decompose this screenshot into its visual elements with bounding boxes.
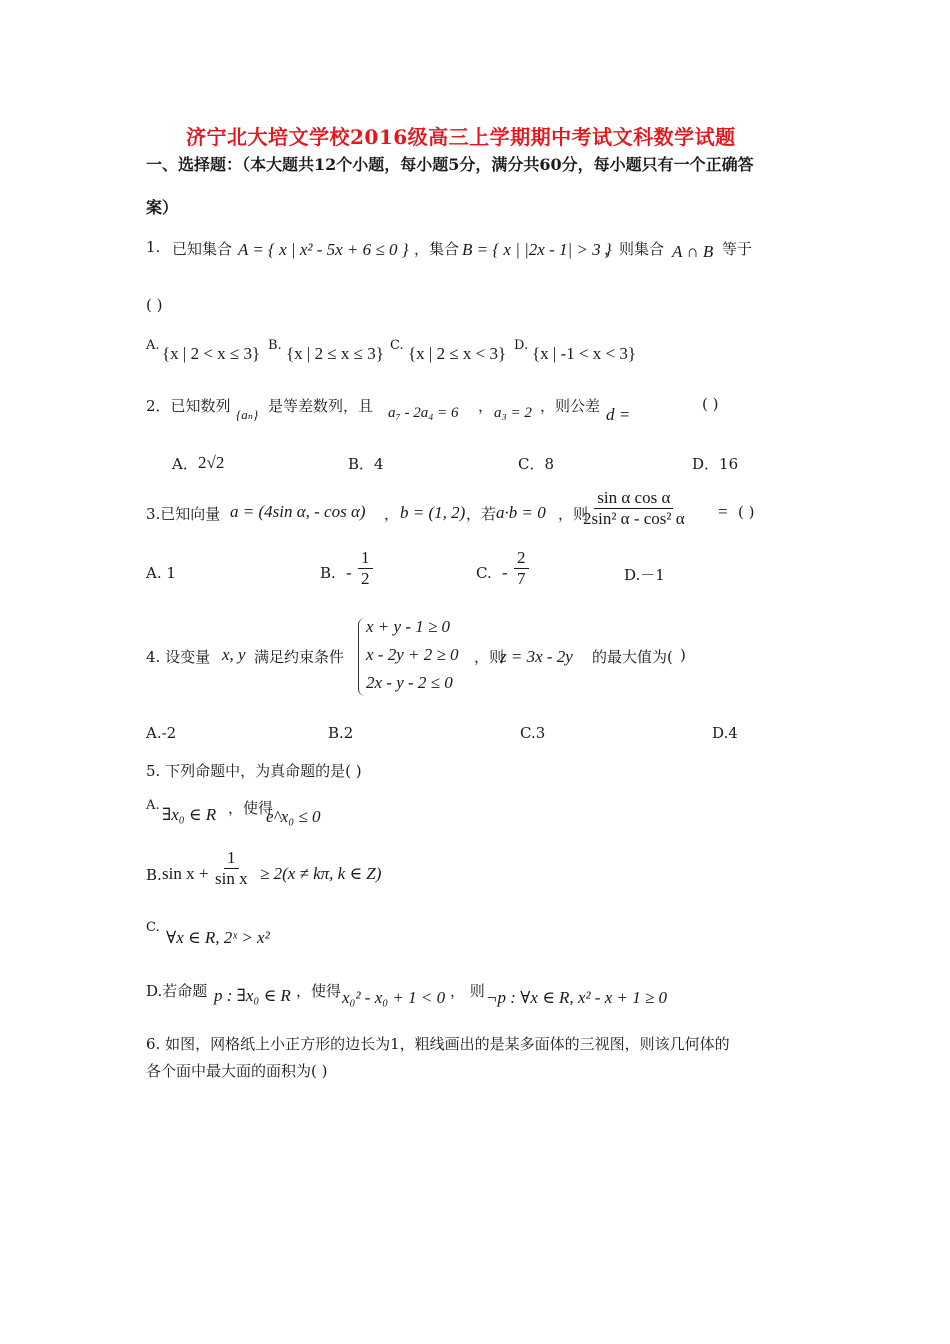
- q4-option-d: D.4: [712, 724, 738, 742]
- q4-constraint-brace: [358, 618, 365, 696]
- q3-equals: =: [718, 502, 728, 521]
- q5-option-b-post: ≥ 2(x ≠ kπ, k ∈ Z): [260, 864, 382, 883]
- q3-option-c-label: C.: [476, 564, 492, 582]
- q5-option-d-text: ，使得: [296, 982, 342, 1000]
- q3-option-a: A. 1: [146, 564, 176, 582]
- q5-option-c-math: ∀x ∈ R, 2ˣ > x²: [166, 928, 270, 947]
- q1-tail: 等于: [722, 240, 753, 258]
- q3-answer-blank: ( ): [738, 503, 755, 521]
- q5-option-a-math: ∃x₀ ∈ R: [162, 805, 217, 824]
- q3-dot-product: a·b = 0: [496, 503, 546, 522]
- q4-constraint-2: x - 2y + 2 ≥ 0: [366, 645, 459, 664]
- q6-line-1: 6. 如图，网格纸上小正方形的边长为1，粗线画出的是某多面体的三视图，则该几何体的: [146, 1035, 730, 1053]
- q5-option-c-label: C.: [146, 920, 160, 935]
- q2-condition-1: a₇ - 2a₄ = 6: [388, 405, 459, 421]
- q1-number: 1.: [146, 238, 161, 256]
- q5-question: 5. 下列命题中，为真命题的是( ): [146, 762, 362, 780]
- q3-fraction-numerator: sin α cos α: [594, 488, 673, 509]
- q3-option-d: D.－1: [624, 566, 665, 584]
- q4-answer-blank: ): [680, 646, 686, 664]
- q3-option-b-denominator: 2: [361, 569, 370, 588]
- section-heading: 一、选择题：（本大题共12个小题，每小题5分，满分共60分，每小题只有一个正确答: [146, 155, 754, 174]
- q5-option-b-pre: sin x +: [162, 864, 209, 883]
- q3-text-2: ，若: [466, 505, 497, 523]
- q4-objective: z = 3x - 2y: [500, 647, 573, 666]
- q1-option-d-label: D.: [514, 338, 529, 353]
- q5-option-b-label: B.: [146, 866, 162, 884]
- q1-expr: A ∩ B: [672, 242, 714, 261]
- q2-option-c: C．8: [518, 455, 555, 473]
- q5-option-d-label: D.若命题: [146, 982, 208, 1000]
- q2-text-2: 是等差数列，且: [268, 397, 374, 415]
- q3-fraction-denominator: 2sin² α - cos² α: [583, 509, 685, 528]
- q1-option-c: {x | 2 ≤ x < 3}: [408, 344, 507, 363]
- q3-option-b-label: B.: [320, 564, 336, 582]
- q2-text-3: ，则公差: [540, 397, 601, 415]
- q4-text-4: 的最大值为(: [592, 648, 673, 666]
- q6-line-2: 各个面中最大面的面积为( ): [146, 1062, 328, 1080]
- q1-option-b-label: B.: [268, 338, 282, 353]
- q3-fraction: [580, 488, 688, 529]
- q4-option-c: C.3: [520, 724, 546, 742]
- q5-option-d-inequality: x₀² - x₀ + 1 < 0: [342, 988, 446, 1007]
- q1-suffix: ，则集合: [604, 240, 665, 258]
- q3-separator: ，: [384, 505, 400, 523]
- q2-option-d: D．16: [692, 455, 739, 473]
- q3-option-c-fraction: [514, 548, 529, 589]
- q2-option-a-label: A．: [172, 455, 198, 473]
- q1-answer-blank: ( ): [146, 296, 163, 314]
- q1-option-c-label: C.: [390, 338, 404, 353]
- q1-option-a: {x | 2 < x ≤ 3}: [162, 344, 261, 363]
- q2-sequence: {aₙ}: [236, 407, 259, 422]
- q3-option-b-sign: -: [346, 563, 352, 582]
- q5-option-d-proposition: p : ∃x₀ ∈ R: [214, 986, 291, 1005]
- q1-mid: ，集合: [414, 240, 460, 258]
- q5-option-d-negation: ¬p : ∀x ∈ R, x² - x + 1 ≥ 0: [486, 988, 668, 1007]
- q4-text-1: 4. 设变量: [146, 648, 211, 666]
- q5-option-b-numerator: 1: [224, 848, 239, 869]
- q3-option-c-numerator: 2: [514, 548, 529, 569]
- q1-prefix: 已知集合: [172, 240, 233, 258]
- q5-option-b-denominator: sin x: [215, 869, 248, 888]
- q4-text-2: 满足约束条件: [254, 648, 345, 666]
- q2-separator: ，: [478, 397, 494, 415]
- q5-option-a-label: A.: [146, 798, 160, 813]
- q3-vector-b: b = (1, 2): [400, 503, 466, 522]
- q5-option-b-fraction: [212, 848, 251, 889]
- q4-constraint-1: x + y - 1 ≥ 0: [366, 617, 451, 636]
- q2-answer-blank: ( ): [702, 395, 719, 413]
- q3-text-3: ，则: [558, 505, 589, 523]
- q1-option-a-label: A.: [146, 338, 160, 353]
- q2-option-b: B．4: [348, 455, 384, 473]
- q3-option-b-fraction: [358, 548, 373, 589]
- q1-set-a: A = { x | x² - 5x + 6 ≤ 0 }: [238, 240, 409, 259]
- q1-option-b: {x | 2 ≤ x ≤ 3}: [286, 344, 384, 363]
- q2-d: d =: [606, 405, 631, 424]
- q1-option-d: {x | -1 < x < 3}: [532, 344, 637, 363]
- section-heading-cont: 案）: [146, 198, 179, 217]
- q4-variables: x, y: [222, 645, 246, 664]
- q2-condition-2: a₃ = 2: [494, 405, 532, 421]
- q4-option-a: A.-2: [146, 724, 177, 742]
- q5-option-d-separator: ， 则: [450, 982, 485, 1000]
- q3-option-b-numerator: 1: [358, 548, 373, 569]
- q3-option-c-sign: -: [502, 563, 508, 582]
- exam-title: 济宁北大培文学校2016级高三上学期期中考试文科数学试题: [186, 125, 736, 149]
- q3-text-1: 3.已知向量: [146, 505, 221, 523]
- q4-text-3: ，则: [474, 648, 505, 666]
- q3-option-c-denominator: 7: [517, 569, 526, 588]
- q2-text-1: 2．已知数列: [146, 397, 231, 415]
- q1-set-b: B = { x | |2x - 1| > 3 }: [462, 240, 612, 259]
- q5-option-a-math-2: e^x₀ ≤ 0: [266, 807, 321, 826]
- q3-vector-a: a = (4sin α, - cos α): [230, 502, 366, 521]
- q2-option-a: 2√2: [198, 453, 225, 472]
- q5-option-a-text: ，使得: [228, 799, 274, 817]
- q4-option-b: B.2: [328, 724, 354, 742]
- q4-constraint-3: 2x - y - 2 ≤ 0: [366, 673, 453, 692]
